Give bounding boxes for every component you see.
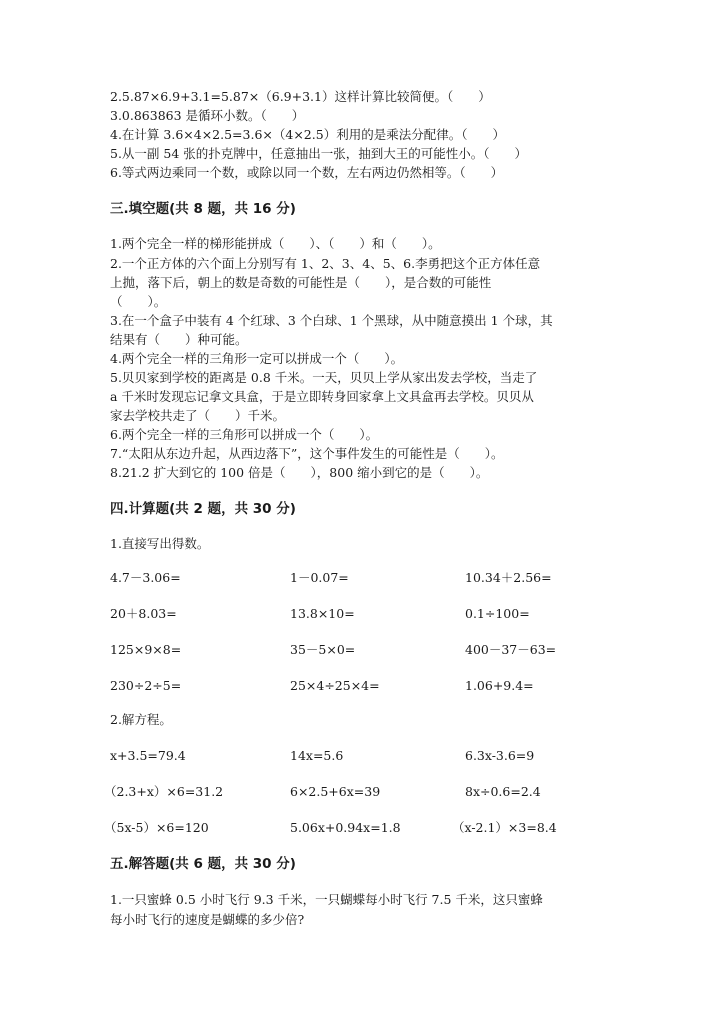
- direct-calc-item: 35－5×0=: [290, 642, 356, 657]
- fill-blank-line: 8.21.2 扩大到它的 100 倍是（ ），800 缩小到它的是（ ）。: [110, 465, 489, 480]
- direct-calc-item: 13.8×10=: [290, 606, 355, 621]
- equation-item: 6×2.5+6x=39: [290, 784, 381, 799]
- equation-item: 5.06x+0.94x=1.8: [290, 820, 401, 835]
- equation-item: 8x÷0.6=2.4: [465, 784, 541, 799]
- fill-blank-line: 上抛，落下后，朝上的数是奇数的可能性是（ ），是合数的可能性: [110, 275, 492, 290]
- direct-calc-item: 1.06+9.4=: [465, 678, 534, 693]
- direct-calc-item: 400－37－63=: [465, 642, 557, 657]
- equation-item: 14x=5.6: [290, 748, 344, 763]
- equation-item: 6.3x-3.6=9: [465, 748, 535, 763]
- judgement-item: 6.等式两边乘同一个数，或除以同一个数，左右两边仍然相等。（ ）: [110, 165, 504, 180]
- judgement-item: 5.从一副 54 张的扑克牌中，任意抽出一张，抽到大王的可能性小。（ ）: [110, 146, 528, 161]
- direct-calc-item: 1－0.07=: [290, 570, 349, 585]
- direct-calc-item: 25×4÷25×4=: [290, 678, 380, 693]
- fill-blank-line: 4.两个完全一样的三角形一定可以拼成一个（ ）。: [110, 351, 404, 366]
- section-heading-calculation: 四.计算题(共 2 题，共 30 分): [110, 501, 296, 517]
- direct-calc-item: 10.34＋2.56=: [465, 570, 552, 585]
- judgement-item: 4.在计算 3.6×4×2.5=3.6×（4×2.5）利用的是乘法分配律。（ ）: [110, 127, 505, 142]
- word-problem-line: 1.一只蜜蜂 0.5 小时飞行 9.3 千米，一只蝴蝶每小时飞行 7.5 千米，这只蜜蜂: [110, 892, 543, 907]
- fill-blank-line: a 千米时发现忘记拿文具盒，于是立即转身回家拿上文具盒再去学校。贝贝从: [110, 389, 534, 404]
- judgement-item: 2.5.87×6.9+3.1=5.87×（6.9+3.1）这样计算比较简便。（ ）: [110, 89, 491, 104]
- fill-blank-line: （ ）。: [110, 294, 167, 309]
- fill-blank-line: 2.一个正方体的六个面上分别写有 1、2、3、4、5、6.李勇把这个正方体任意: [110, 256, 541, 271]
- section-heading-word-problems: 五.解答题(共 6 题，共 30 分): [110, 856, 296, 872]
- section-heading-fill-blank: 三.填空题(共 8 题，共 16 分): [110, 201, 296, 217]
- calc-subquestion-label: 1.直接写出得数。: [110, 536, 210, 551]
- fill-blank-line: 家去学校共走了（ ）千米。: [110, 408, 286, 423]
- fill-blank-line: 6.两个完全一样的三角形可以拼成一个（ ）。: [110, 427, 379, 442]
- equation-item: x+3.5=79.4: [110, 748, 186, 763]
- direct-calc-item: 125×9×8=: [110, 642, 182, 657]
- word-problem-line: 每小时飞行的速度是蝴蝶的多少倍?: [110, 912, 305, 927]
- direct-calc-item: 230÷2÷5=: [110, 678, 182, 693]
- direct-calc-item: 0.1÷100=: [465, 606, 530, 621]
- fill-blank-line: 3.在一个盒子中装有 4 个红球、3 个白球、1 个黑球，从中随意摸出 1 个球，其: [110, 313, 553, 328]
- direct-calc-item: 4.7－3.06=: [110, 570, 181, 585]
- fill-blank-line: 1.两个完全一样的梯形能拼成（ ）、（ ）和（ ）。: [110, 236, 441, 251]
- calc-subquestion-label: 2.解方程。: [110, 712, 172, 727]
- equation-item: （5x-5）×6=120: [104, 820, 209, 835]
- fill-blank-line: 7.“太阳从东边升起，从西边落下”，这个事件发生的可能性是（ ）。: [110, 446, 504, 461]
- fill-blank-line: 结果有（ ）种可能。: [110, 332, 248, 347]
- direct-calc-item: 20＋8.03=: [110, 606, 177, 621]
- judgement-item: 3.0.863863 是循环小数。（ ）: [110, 108, 305, 123]
- equation-item: （x-2.1）×3=8.4: [452, 820, 557, 835]
- fill-blank-line: 5.贝贝家到学校的距离是 0.8 千米。一天，贝贝上学从家出发去学校，当走了: [110, 370, 538, 385]
- equation-item: （2.3+x）×6=31.2: [104, 784, 224, 799]
